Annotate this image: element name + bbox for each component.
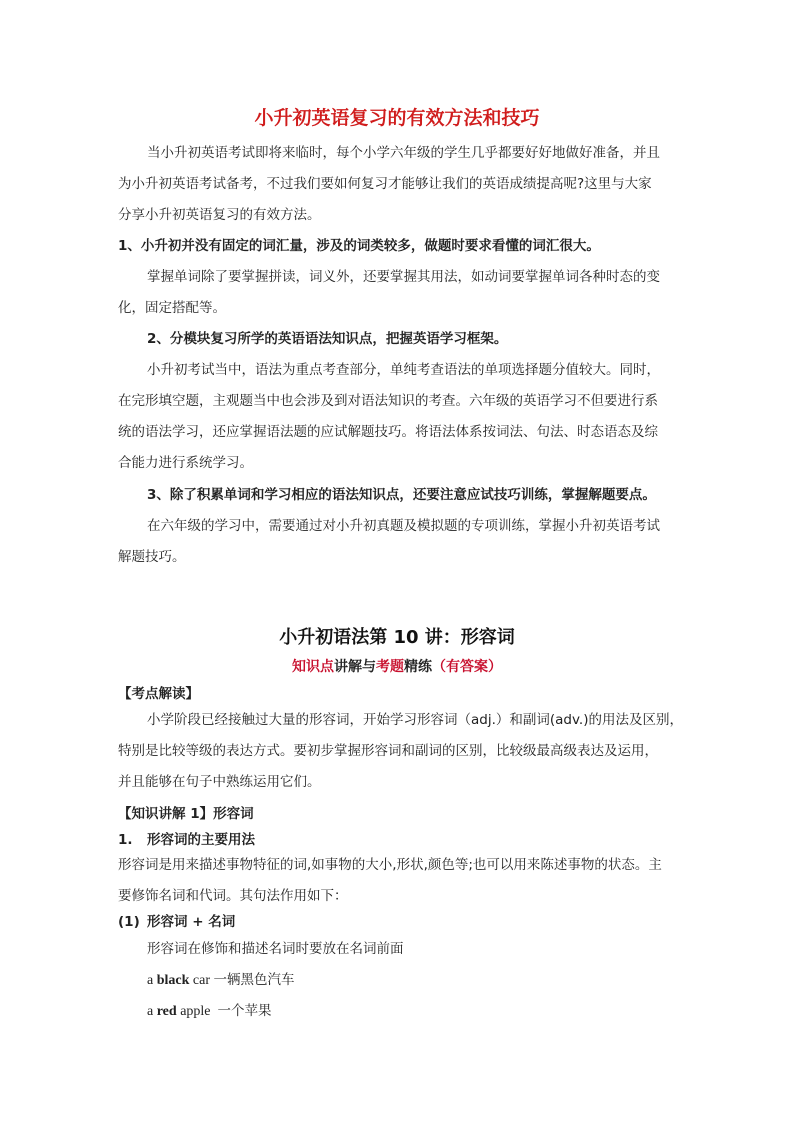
point1-title: 形容词的主要用法 [147,832,255,848]
section-knowledge-heading: 【知识讲解 1】形容词 [118,806,254,822]
tip1-block [118,231,678,324]
example-translation: 一个苹果 [217,1003,272,1019]
example-article: a [147,973,157,988]
subtitle-part: 讲解与 [334,659,376,675]
example-adjective: red [156,1004,177,1019]
tip3-line: 在六年级的学习中，需要通过对小升初真题及模拟题的专项训练，掌握小升初英语考试 [147,518,660,534]
lesson-title: 小升初语法第 10 讲：形容词 [279,627,515,648]
subtitle-part: 精练 [404,659,432,675]
tip2-line: 合能力进行系统学习。 [118,455,253,471]
tip3-heading: 3、除了积累单词和学习相应的语法知识点，还要注意应试技巧训练，掌握解题要点。 [147,487,656,503]
example-item [118,996,678,1027]
subtitle-part: 知识点 [292,659,334,675]
point1-paragraph [118,850,678,912]
tip1-line: 化，固定搭配等。 [118,300,226,316]
lesson-subtitle [0,656,794,676]
exam-line: 小学阶段已经接触过大量的形容词，开始学习形容词（adj.）和副词(adv.)的用法及区别， [147,712,683,728]
intro-paragraph [118,138,678,231]
intro-line: 为小升初英语考试备考，不过我们要如何复习才能够让我们的英语成绩提高呢?这里与大家 [118,176,652,192]
point1-line: 要修饰名词和代词。其句法作用如下： [118,888,348,904]
point1-heading [118,828,255,848]
sub1-heading [118,910,235,930]
example-item [118,965,678,996]
tip3-line: 解题技巧。 [118,549,186,565]
exam-line: 特别是比较等级的表达方式。要初步掌握形容词和副词的区别，比较级最高级表达及运用， [118,743,658,759]
example-article: a [147,1004,157,1019]
example-noun: car [189,973,210,988]
tip1-line: 掌握单词除了要掌握拼读，词义外，还要掌握其用法，如动词要掌握单词各种时态的变 [147,269,660,285]
exam-paragraph [118,705,683,798]
tip3-block [118,480,678,573]
sub1-description: 形容词在修饰和描述名词时要放在名词前面 [147,941,404,957]
sub1-block [118,934,678,1027]
sub1-number: (1) [118,914,140,930]
intro-line: 当小升初英语考试即将来临时，每个小学六年级的学生几乎都要好好地做好准备，并且 [147,145,660,161]
tip1-heading: 1、小升初并没有固定的词汇量，涉及的词类较多，做题时要求看懂的词汇很大。 [118,238,600,254]
tip2-line: 在完形填空题，主观题当中也会涉及到对语法知识的考查。六年级的英语学习不但要进行系 [118,393,658,409]
sub1-title: 形容词 + 名词 [147,914,236,930]
exam-line: 并且能够在句子中熟练运用它们。 [118,774,321,790]
example-noun: apple [176,1004,211,1019]
point1-number: 1. [118,832,133,848]
intro-line: 分享小升初英语复习的有效方法。 [118,207,321,223]
tip2-line: 小升初考试当中，语法为重点考查部分，单纯考查语法的单项选择题分值较大。同时， [147,362,660,378]
tip2-line: 统的语法学习，还应掌握语法题的应试解题技巧。将语法体系按词法、句法、时态语态及综 [118,424,658,440]
tip2-block [118,324,678,479]
section-exam-heading: 【考点解读】 [118,686,199,702]
point1-line: 形容词是用来描述事物特征的词,如事物的大小,形状,颜色等;也可以用来陈述事物的状态。主 [118,857,662,873]
example-adjective: black [156,973,190,988]
document-title: 小升初英语复习的有效方法和技巧 [254,107,540,129]
example-translation: 一辆黑色汽车 [213,972,295,988]
subtitle-part: 考题 [376,659,404,675]
subtitle-part: （有答案） [432,659,502,675]
tip2-heading: 2、分模块复习所学的英语语法知识点，把握英语学习框架。 [147,331,508,347]
